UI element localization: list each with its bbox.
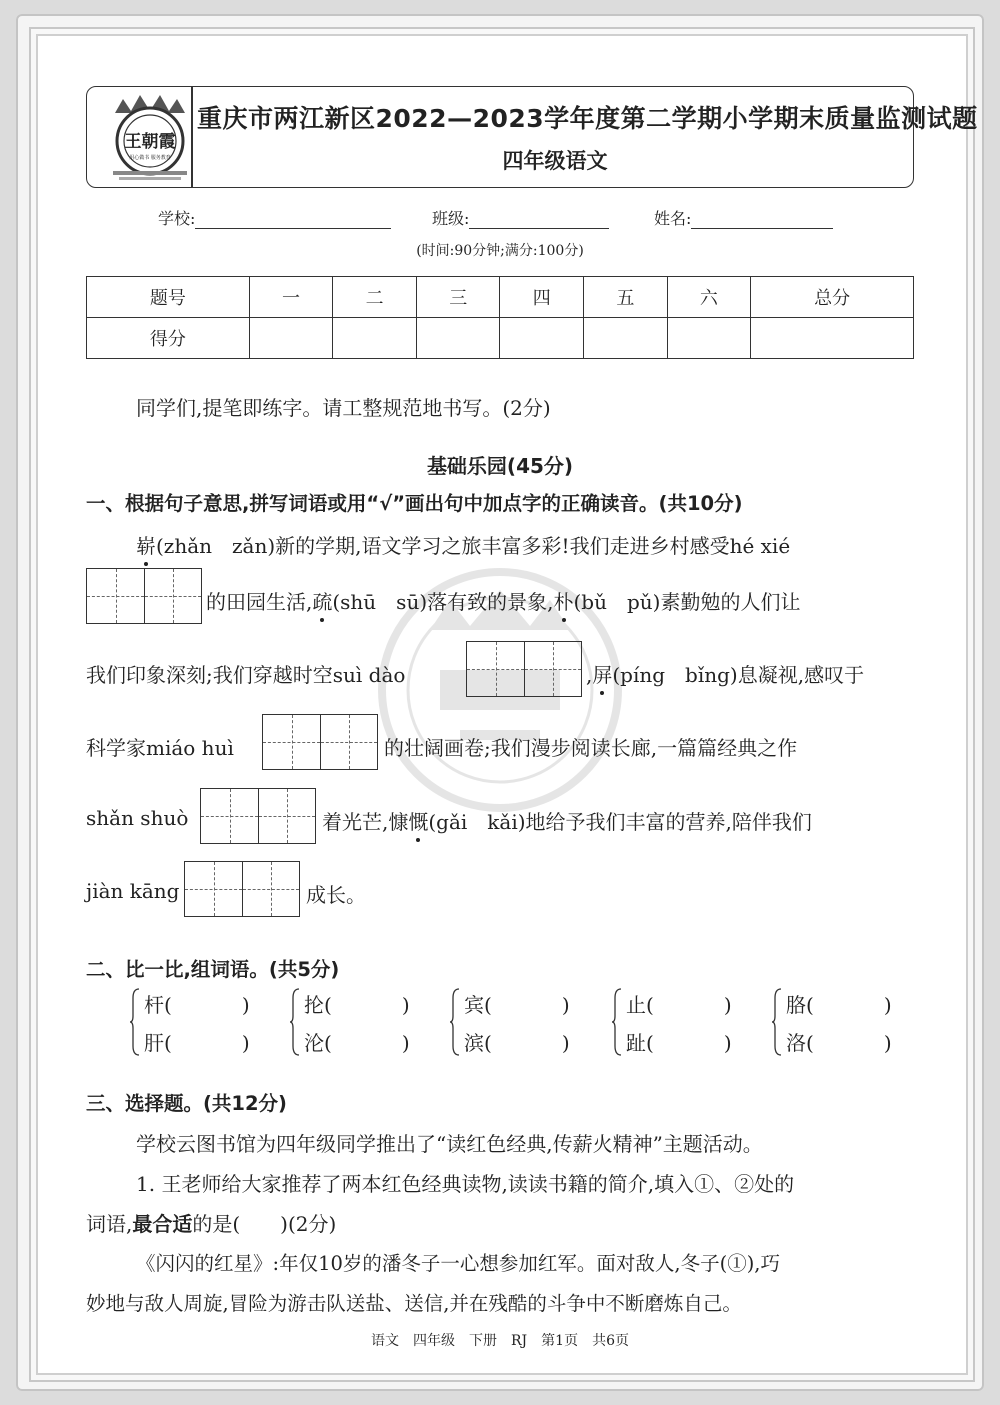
- brace-icon: [772, 988, 782, 1056]
- score-input-cell[interactable]: [751, 318, 914, 359]
- q1-line4b: 的壮阔画卷;我们漫步阅读长廊,一篇篇经典之作: [384, 736, 798, 760]
- q1-line5a: shǎn shuò: [86, 806, 189, 830]
- table-cell: 三: [416, 277, 500, 318]
- brace-icon: [290, 988, 300, 1056]
- section-basic: 基础乐园(45分): [426, 454, 574, 478]
- score-input-cell[interactable]: [416, 318, 500, 359]
- q3-passage-line2: 妙地与敌人周旋,冒险为游击队送盐、送信,并在残酷的斗争中不断磨炼自己。: [86, 1292, 742, 1315]
- score-input-cell[interactable]: [333, 318, 417, 359]
- table-cell: 五: [584, 277, 668, 318]
- q3-passage-line1: 《闪闪的红星》:年仅10岁的潘冬子一心想参加红军。面对敌人,冬子(①),巧: [136, 1252, 780, 1275]
- pair-item: 杆(: [144, 993, 172, 1017]
- svg-text:用心做书 服务教育: 用心做书 服务教育: [129, 155, 171, 161]
- table-cell: 总分: [751, 277, 914, 318]
- pair-item: 止(: [626, 993, 654, 1017]
- dotted-char: 慨: [408, 810, 429, 834]
- score-input-cell[interactable]: [584, 318, 668, 359]
- name-blank[interactable]: [691, 210, 833, 229]
- q1-line6a: jiàn kāng: [86, 879, 180, 903]
- class-label: 班级:: [432, 209, 470, 228]
- exam-subtitle: 四年级语文: [502, 149, 608, 173]
- q1-line2-c: (bǔ pǔ)素勤勉的人们让: [573, 590, 801, 614]
- q1-line2: [206, 586, 800, 615]
- pair-item: 肝(: [144, 1031, 172, 1055]
- score-input-cell[interactable]: [500, 318, 584, 359]
- table-cell: 得分: [87, 318, 250, 359]
- q3-intro: 学校云图书馆为四年级同学推出了“读红色经典,传薪火精神”主题活动。: [136, 1132, 763, 1156]
- q1-line1: [136, 530, 790, 559]
- exam-title: 重庆市两江新区2022—2023学年度第二学期小学期末质量监测试题: [197, 104, 978, 133]
- q1-line5-b: 着光芒,慷: [322, 810, 409, 834]
- q1-line3-c: (píng bǐng)息凝视,感叹于: [612, 663, 865, 687]
- word-pair-2: [304, 986, 410, 1062]
- paren-close: ): [723, 1031, 732, 1055]
- q1-line3a: 我们印象深刻;我们穿越时空suì dào: [86, 663, 406, 687]
- paren-close: ): [241, 993, 250, 1017]
- school-field[interactable]: [158, 206, 391, 229]
- paren-close: ): [883, 1031, 892, 1055]
- paren-close: ): [401, 1031, 410, 1055]
- pair-item: 沦(: [304, 1031, 332, 1055]
- name-field[interactable]: [654, 206, 833, 229]
- brace-icon: [450, 988, 460, 1056]
- intro-instruction: 同学们,提笔即练字。请工整规范地书写。(2分): [136, 396, 551, 420]
- answer-grid-shanshuo[interactable]: [200, 788, 316, 844]
- publisher-logo-icon: [105, 91, 195, 183]
- time-note: (时间:90分钟;满分:100分): [416, 243, 584, 259]
- word-pair-1: [144, 986, 250, 1062]
- answer-grid-suidao[interactable]: [466, 641, 582, 697]
- q3-item1-emphasis: 最合适: [132, 1212, 193, 1236]
- class-blank[interactable]: [469, 210, 609, 229]
- pair-item: 宾(: [464, 993, 492, 1017]
- q3-title: 三、选择题。(共12分): [86, 1092, 287, 1115]
- paren-close: ): [561, 1031, 570, 1055]
- page-footer: 语文 四年级 下册 RJ 第1页 共6页: [371, 1333, 629, 1349]
- header-divider: [191, 87, 193, 187]
- brace-icon: [612, 988, 622, 1056]
- paren-close: ): [401, 993, 410, 1017]
- paren-close: ): [561, 993, 570, 1017]
- q3-item1-text: 词语,: [86, 1212, 133, 1236]
- table-cell: 六: [667, 277, 751, 318]
- q1-line3-comma: ,: [586, 663, 593, 687]
- brace-icon: [130, 988, 140, 1056]
- q1-line2-b: (shū sū)落有致的景象,: [332, 590, 554, 614]
- pair-item: 洛(: [786, 1031, 814, 1055]
- table-row: [87, 318, 914, 359]
- school-label: 学校:: [158, 209, 196, 228]
- word-pair-4: [626, 986, 732, 1062]
- answer-grid-miaohui[interactable]: [262, 714, 378, 770]
- dotted-char: 疏: [312, 590, 333, 614]
- pair-item: 滨(: [464, 1031, 492, 1055]
- table-row: [87, 277, 914, 318]
- school-blank[interactable]: [195, 210, 391, 229]
- table-cell: 二: [333, 277, 417, 318]
- q1-line3b: [586, 659, 864, 688]
- pair-item: 胳(: [786, 993, 814, 1017]
- answer-grid-jiankang[interactable]: [184, 861, 300, 917]
- table-cell: 题号: [87, 277, 250, 318]
- dotted-char: 屏: [592, 663, 613, 687]
- dotted-char: 朴: [553, 590, 574, 614]
- q3-item1-line2: [86, 1208, 336, 1237]
- table-cell: 一: [249, 277, 333, 318]
- table-cell: 四: [500, 277, 584, 318]
- paren-close: ): [723, 993, 732, 1017]
- name-label: 姓名:: [654, 209, 692, 228]
- q1-title: 一、根据句子意思,拼写词语或用“√”画出句中加点字的正确读音。(共10分): [86, 492, 743, 515]
- paren-close: ): [241, 1031, 250, 1055]
- q1-line5-c: (gǎi kǎi)地给予我们丰富的营养,陪伴我们: [428, 810, 812, 834]
- q2-title: 二、比一比,组词语。(共5分): [86, 958, 340, 981]
- score-input-cell[interactable]: [667, 318, 751, 359]
- svg-text:王朝霞: 王朝霞: [124, 132, 176, 152]
- word-pair-5: [786, 986, 892, 1062]
- class-field[interactable]: [432, 206, 609, 229]
- q3-item1-answer-paren[interactable]: 的是( )(2分): [192, 1212, 337, 1236]
- score-input-cell[interactable]: [249, 318, 333, 359]
- answer-grid-hexie[interactable]: [86, 568, 202, 624]
- exam-header: [86, 86, 978, 188]
- q1-line2-a: 的田园生活,: [206, 590, 313, 614]
- score-table: [86, 276, 914, 359]
- q3-item1-line1: 1. 王老师给大家推荐了两本红色经典读物,读读书籍的简介,填入①、②处的: [136, 1172, 795, 1196]
- paren-close: ): [883, 993, 892, 1017]
- q1-line4a: 科学家miáo huì: [86, 736, 234, 760]
- pair-item: 趾(: [626, 1031, 654, 1055]
- dotted-char: 崭: [136, 534, 156, 558]
- q1-line6b: 成长。: [306, 883, 366, 907]
- pair-item: 抡(: [304, 993, 332, 1017]
- q1-line5b: [322, 806, 812, 835]
- word-pair-3: [464, 986, 570, 1062]
- q1-line1-text: (zhǎn zǎn)新的学期,语文学习之旅丰富多彩!我们走进乡村感受hé xié: [156, 534, 791, 558]
